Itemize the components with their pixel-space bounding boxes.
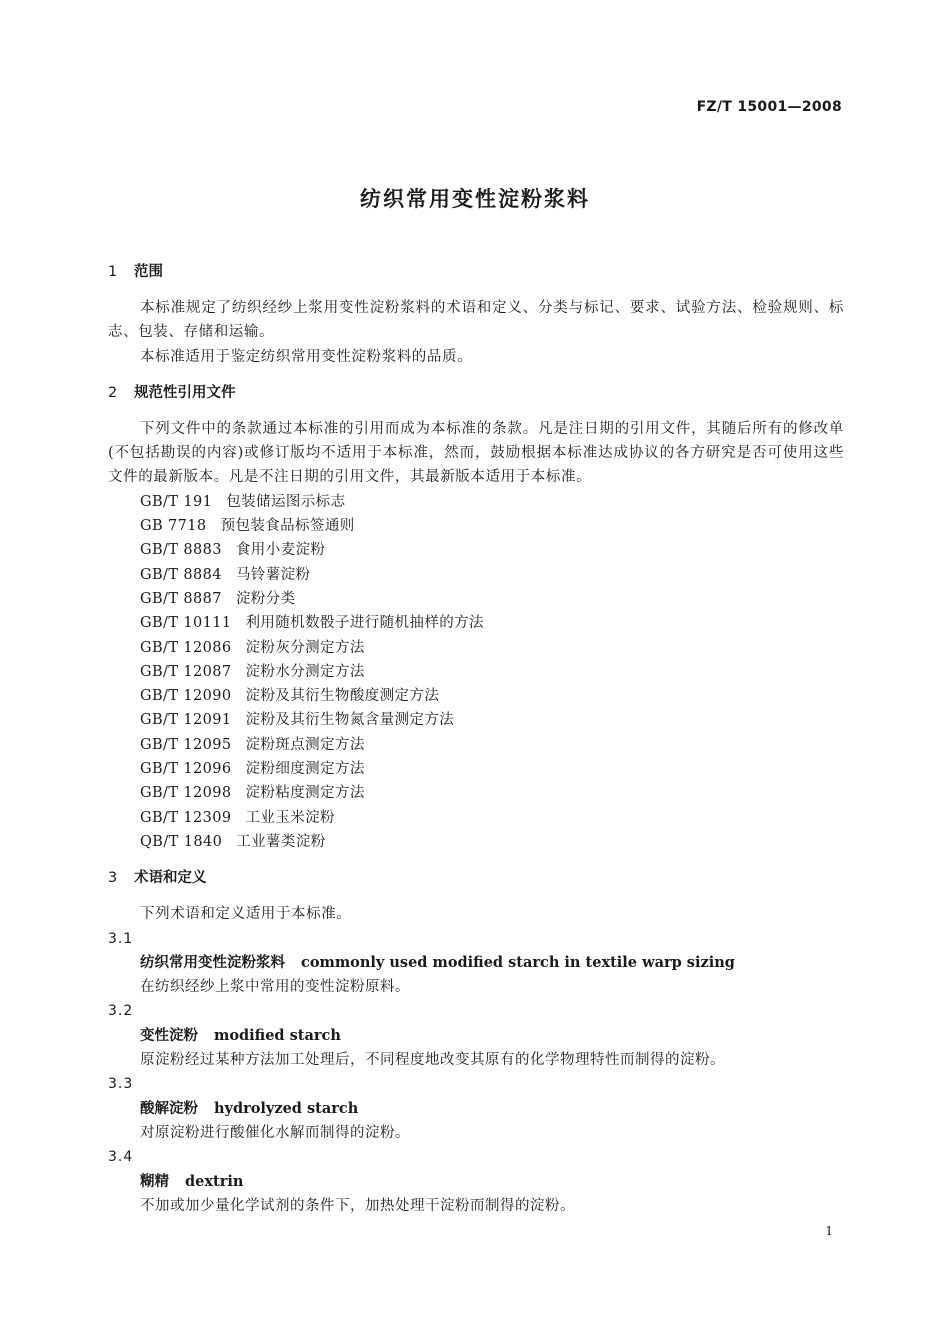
term-number: 3.2 xyxy=(108,1003,134,1020)
term-name-en: hydrolyzed starch xyxy=(214,1099,359,1117)
terms-intro: 下列术语和定义适用于本标准。 xyxy=(140,906,352,923)
section-heading-normative-references xyxy=(108,383,844,407)
section-number: 2 xyxy=(108,384,118,401)
reference-item xyxy=(108,684,844,708)
references-paragraph: 下列文件中的条款通过本标准的引用而成为本标准的条款。凡是注日期的引用文件，其随后所有的修改单(不包括勘误的内容)或修订版均不适用于本标准，然而，鼓励根据本标准达成协议的各方研究是否可使用这些文件的最新版本。凡是不注日期的引用文件，其最新版本适用于本标准。 xyxy=(108,420,844,486)
term-name xyxy=(108,1024,844,1048)
page-number: 1 xyxy=(825,1224,833,1238)
reference-code: GB/T 191 xyxy=(140,493,213,510)
reference-item xyxy=(108,806,844,830)
section-number: 3 xyxy=(108,870,118,887)
term-definition: 在纺织经纱上浆中常用的变性淀粉原料。 xyxy=(140,979,410,996)
term-definition: 不加或加少量化学试剂的条件下，加热处理干淀粉而制得的淀粉。 xyxy=(140,1197,575,1214)
reference-item xyxy=(108,490,844,514)
reference-item xyxy=(108,757,844,781)
reference-list xyxy=(108,490,844,854)
reference-title: 淀粉斑点测定方法 xyxy=(245,736,365,753)
term-number: 3.1 xyxy=(108,930,134,947)
document-body xyxy=(108,262,844,1218)
term-definition: 原淀粉经过某种方法加工处理后，不同程度地改变其原有的化学物理特性而制得的淀粉。 xyxy=(140,1052,725,1069)
term-name-en: dextrin xyxy=(185,1172,244,1190)
reference-title: 工业玉米淀粉 xyxy=(245,809,335,826)
term-list xyxy=(108,927,844,1219)
reference-code: GB/T 8884 xyxy=(140,566,222,583)
term-name xyxy=(108,951,844,975)
reference-code: GB/T 12098 xyxy=(140,785,232,802)
reference-title: 利用随机数骰子进行随机抽样的方法 xyxy=(245,615,484,632)
reference-code: GB/T 12091 xyxy=(140,712,232,729)
reference-item xyxy=(108,611,844,635)
reference-item xyxy=(108,781,844,805)
reference-code: GB/T 10111 xyxy=(140,615,232,632)
reference-title: 淀粉灰分测定方法 xyxy=(245,639,365,656)
reference-item xyxy=(108,514,844,538)
reference-code: GB/T 12087 xyxy=(140,663,232,680)
term-number: 3.3 xyxy=(108,1076,134,1093)
document-title: 纺织常用变性淀粉浆料 xyxy=(360,187,590,211)
standard-code: FZ/T 15001—2008 xyxy=(696,99,842,115)
term-name xyxy=(108,1097,844,1121)
reference-code: GB 7718 xyxy=(140,518,207,535)
term-name-en: modified starch xyxy=(214,1026,341,1044)
reference-code: GB/T 12090 xyxy=(140,688,232,705)
section-title: 范围 xyxy=(134,264,163,280)
reference-item xyxy=(108,733,844,757)
reference-item xyxy=(108,660,844,684)
section-number: 1 xyxy=(108,264,118,280)
reference-item xyxy=(108,830,844,854)
reference-item xyxy=(108,636,844,660)
section-title: 规范性引用文件 xyxy=(134,384,236,401)
reference-title: 食用小麦淀粉 xyxy=(235,542,326,559)
term-number: 3.4 xyxy=(108,1149,134,1166)
section-title: 术语和定义 xyxy=(134,870,207,887)
reference-code: GB/T 8883 xyxy=(140,542,222,559)
scope-paragraph: 本标准适用于鉴定纺织常用变性淀粉浆料的品质。 xyxy=(140,348,473,365)
reference-code: QB/T 1840 xyxy=(140,833,223,850)
reference-code: GB/T 8887 xyxy=(140,590,222,607)
term-definition: 对原淀粉进行酸催化水解而制得的淀粉。 xyxy=(140,1124,410,1141)
reference-code: GB/T 12096 xyxy=(140,761,232,778)
reference-title: 淀粉分类 xyxy=(235,590,296,607)
section-heading-scope xyxy=(108,262,844,286)
reference-title: 淀粉及其衍生物氮含量测定方法 xyxy=(245,712,455,729)
reference-item xyxy=(108,708,844,732)
reference-title: 包装储运图示标志 xyxy=(226,493,346,510)
reference-title: 工业薯类淀粉 xyxy=(236,833,326,850)
section-heading-terms xyxy=(108,868,844,892)
term-name-zh: 糊精 xyxy=(140,1173,169,1190)
reference-title: 淀粉水分测定方法 xyxy=(245,663,365,680)
reference-item xyxy=(108,587,844,611)
term-name-zh: 纺织常用变性淀粉浆料 xyxy=(140,954,285,971)
reference-code: GB/T 12086 xyxy=(140,639,232,656)
reference-item xyxy=(108,563,844,587)
term-name-en: commonly used modified starch in textile warp sizing xyxy=(301,953,735,971)
reference-title: 预包装食品标签通则 xyxy=(220,518,355,535)
reference-title: 马铃薯淀粉 xyxy=(235,566,311,583)
scope-paragraph: 本标准规定了纺织经纱上浆用变性淀粉浆料的术语和定义、分类与标记、要求、试验方法、检验规则、标志、包装、存储和运输。 xyxy=(108,300,844,341)
reference-title: 淀粉细度测定方法 xyxy=(245,761,365,778)
reference-title: 淀粉及其衍生物酸度测定方法 xyxy=(245,688,440,705)
term-name-zh: 变性淀粉 xyxy=(140,1027,198,1044)
reference-item xyxy=(108,538,844,562)
term-name-zh: 酸解淀粉 xyxy=(140,1100,198,1117)
reference-code: GB/T 12095 xyxy=(140,736,232,753)
reference-title: 淀粉粘度测定方法 xyxy=(245,785,365,802)
term-name xyxy=(108,1170,844,1194)
reference-code: GB/T 12309 xyxy=(140,809,232,826)
